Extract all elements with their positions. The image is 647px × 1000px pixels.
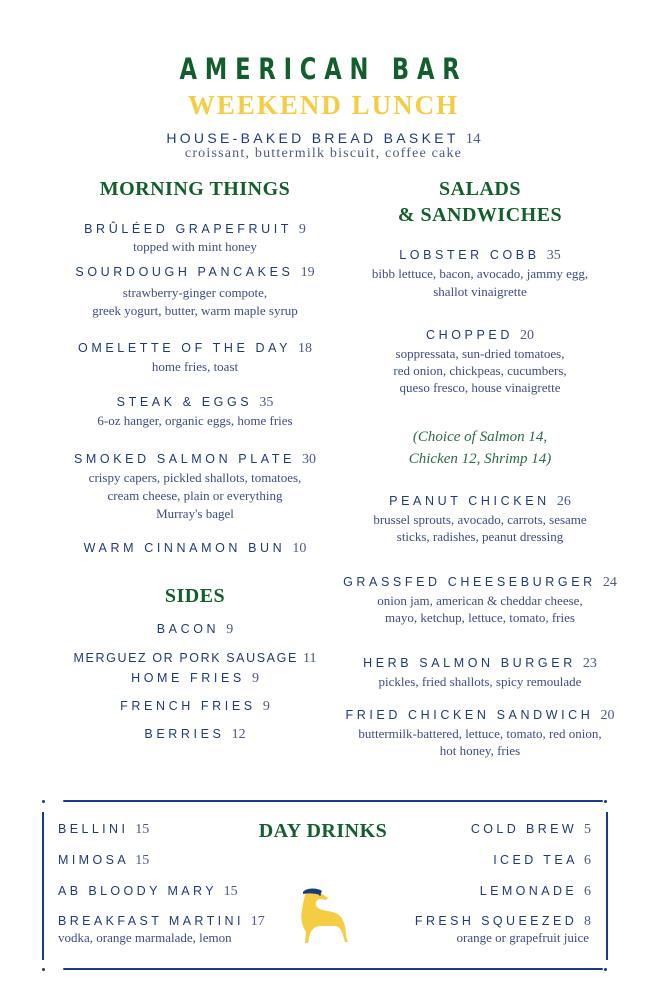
item-label: WARM CINNAMON BUN [83, 541, 286, 555]
menu-subtitle: WEEKEND LUNCH [187, 90, 460, 120]
drink-item [415, 914, 591, 930]
side-item [50, 699, 340, 715]
section-title-line: & SANDWICHES [397, 204, 563, 226]
drinks-frame-right-border [606, 812, 608, 960]
side-item [50, 622, 340, 638]
item-price: 23 [582, 656, 597, 671]
item-label: MIMOSA [58, 853, 129, 867]
item-price: 17 [250, 914, 265, 929]
menu-item-description: brussel sprouts, avocado, carrots, sesame [373, 512, 587, 527]
menu-item-description: home fries, toast [151, 359, 239, 374]
menu-item-name [50, 341, 340, 357]
menu-item-name [50, 265, 340, 281]
menu-item-description: queso fresco, house vinaigrette [399, 380, 561, 395]
menu-item-description: strawberry-ginger compote, [122, 285, 268, 300]
menu-item-description: hot honey, fries [439, 743, 521, 758]
drink-item [58, 914, 265, 930]
item-price: 11 [302, 651, 317, 666]
drinks-frame-bottom-border [63, 968, 603, 970]
item-label: BREAKFAST MARTINI [58, 914, 244, 928]
item-price: 6 [584, 853, 591, 868]
item-price: 9 [262, 699, 270, 714]
section-title-morning: MORNING THINGS [99, 178, 291, 200]
item-label: FRIED CHICKEN SANDWICH [345, 708, 594, 722]
item-label: SOURDOUGH PANCAKES [75, 265, 294, 279]
item-price: 12 [231, 727, 246, 742]
item-label: MERGUEZ OR PORK SAUSAGE [73, 651, 298, 665]
item-price: 6 [584, 884, 591, 899]
side-item [50, 651, 340, 667]
item-price: 19 [300, 265, 315, 280]
item-price: 10 [292, 541, 307, 556]
item-price: 15 [223, 884, 238, 899]
item-label: LEMONADE [479, 884, 578, 898]
item-label: BELLINI [58, 822, 129, 836]
side-item [50, 671, 340, 687]
item-price: 18 [297, 341, 312, 356]
section-title-drinks: DAY DRINKS [258, 820, 388, 842]
item-price: 20 [520, 328, 535, 343]
menu-item-description: cream cheese, plain or everything [107, 488, 283, 503]
bread-basket-description: croissant, buttermilk biscuit, coffee cake [184, 146, 463, 161]
item-label: CHOPPED [425, 328, 513, 342]
drink-item [58, 822, 149, 838]
menu-item-description: mayo, ketchup, lettuce, tomato, fries [385, 610, 575, 625]
item-price: 30 [302, 452, 317, 467]
menu-item-description: shallot vinaigrette [433, 284, 527, 299]
drinks-frame-left-border [42, 812, 44, 960]
item-price: 8 [584, 914, 591, 929]
menu-item-description: greek yogurt, butter, warm maple syrup [92, 303, 298, 318]
drink-description: orange or grapefruit juice [456, 930, 589, 945]
drink-item [58, 884, 238, 900]
menu-item-name [50, 541, 340, 557]
greyhound-dog-icon [292, 886, 354, 946]
item-label: FRESH SQUEEZED [414, 914, 578, 928]
item-price: 20 [600, 708, 615, 723]
item-label: GRASSFED CHEESEBURGER [343, 575, 596, 589]
menu-item-description: bibb lettuce, bacon, avocado, jammy egg, [371, 266, 589, 281]
item-label: STEAK & EGGS [116, 395, 253, 409]
drink-item [471, 822, 591, 838]
drinks-frame-top-border [63, 800, 603, 802]
item-price: 24 [602, 575, 617, 590]
section-title-sides: SIDES [164, 585, 226, 607]
item-label: LOBSTER COBB [399, 248, 540, 262]
menu-item-name [330, 708, 630, 724]
item-price: 35 [546, 248, 561, 263]
bread-basket-price: 14 [465, 131, 481, 147]
item-price: 9 [298, 222, 306, 237]
menu-item-description: soppressata, sun-dried tomatoes, [395, 346, 565, 361]
note-line: Chicken 12, Shrimp 14) [408, 451, 552, 467]
menu-item-name [330, 328, 630, 344]
menu-item-description: onion jam, american & cheddar cheese, [377, 593, 583, 608]
item-label: OMELETTE OF THE DAY [78, 341, 291, 355]
item-price: 5 [584, 822, 591, 837]
item-label: ICED TEA [493, 853, 578, 867]
restaurant-title: AMERICAN BAR [179, 52, 468, 86]
item-label: BACON [156, 622, 220, 636]
item-label: HOME FRIES [131, 671, 245, 685]
menu-item-name [50, 222, 340, 238]
item-label: SMOKED SALMON PLATE [73, 452, 295, 466]
item-price: 15 [135, 822, 150, 837]
menu-item-name [325, 575, 635, 591]
frame-corner-dot [42, 800, 45, 803]
drink-item [480, 884, 591, 900]
menu-item-name [330, 494, 630, 510]
section-title-line: SALADS [439, 178, 521, 200]
item-label: HERB SALMON BURGER [363, 656, 576, 670]
menu-item-description: sticks, radishes, peanut dressing [396, 529, 564, 544]
item-price: 35 [259, 395, 274, 410]
item-label: AB BLOODY MARY [58, 884, 217, 898]
menu-item-description: topped with mint honey [133, 239, 257, 254]
bread-basket-name: HOUSE-BAKED BREAD BASKET [166, 130, 459, 146]
frame-corner-dot [604, 800, 607, 803]
section-title-salads [330, 176, 630, 228]
item-price: 9 [251, 671, 259, 686]
menu-item-description: Murray's bagel [156, 506, 234, 521]
frame-corner-dot [604, 968, 607, 971]
item-price: 26 [556, 494, 571, 509]
menu-item-description: buttermilk-battered, lettuce, tomato, red onion, [358, 726, 602, 741]
protein-add-on-note [330, 426, 630, 470]
note-line: (Choice of Salmon 14, [412, 429, 548, 445]
menu-item-description: pickles, fried shallots, spicy remoulade [378, 674, 582, 689]
menu-item-name [330, 656, 630, 672]
menu-item-description: crispy capers, pickled shallots, tomatoes, [88, 470, 302, 485]
frame-corner-dot [42, 968, 45, 971]
item-label: BRÛLÉED GRAPEFRUIT [84, 222, 292, 236]
side-item [50, 727, 340, 743]
item-label: BERRIES [144, 727, 225, 741]
menu-item-description: 6-oz hanger, organic eggs, home fries [97, 413, 293, 428]
item-label: PEANUT CHICKEN [389, 494, 550, 508]
item-price: 9 [226, 622, 234, 637]
menu-item-description: red onion, chickpeas, cucumbers, [393, 363, 567, 378]
menu-item-name [330, 248, 630, 264]
menu-item-name [50, 452, 340, 468]
item-price: 15 [135, 853, 150, 868]
drink-description: vodka, orange marmalade, lemon [58, 930, 232, 945]
drink-item [58, 853, 149, 869]
menu-item-name [50, 395, 340, 411]
item-label: FRENCH FRIES [120, 699, 256, 713]
drink-item [493, 853, 591, 869]
item-label: COLD BREW [470, 822, 578, 836]
